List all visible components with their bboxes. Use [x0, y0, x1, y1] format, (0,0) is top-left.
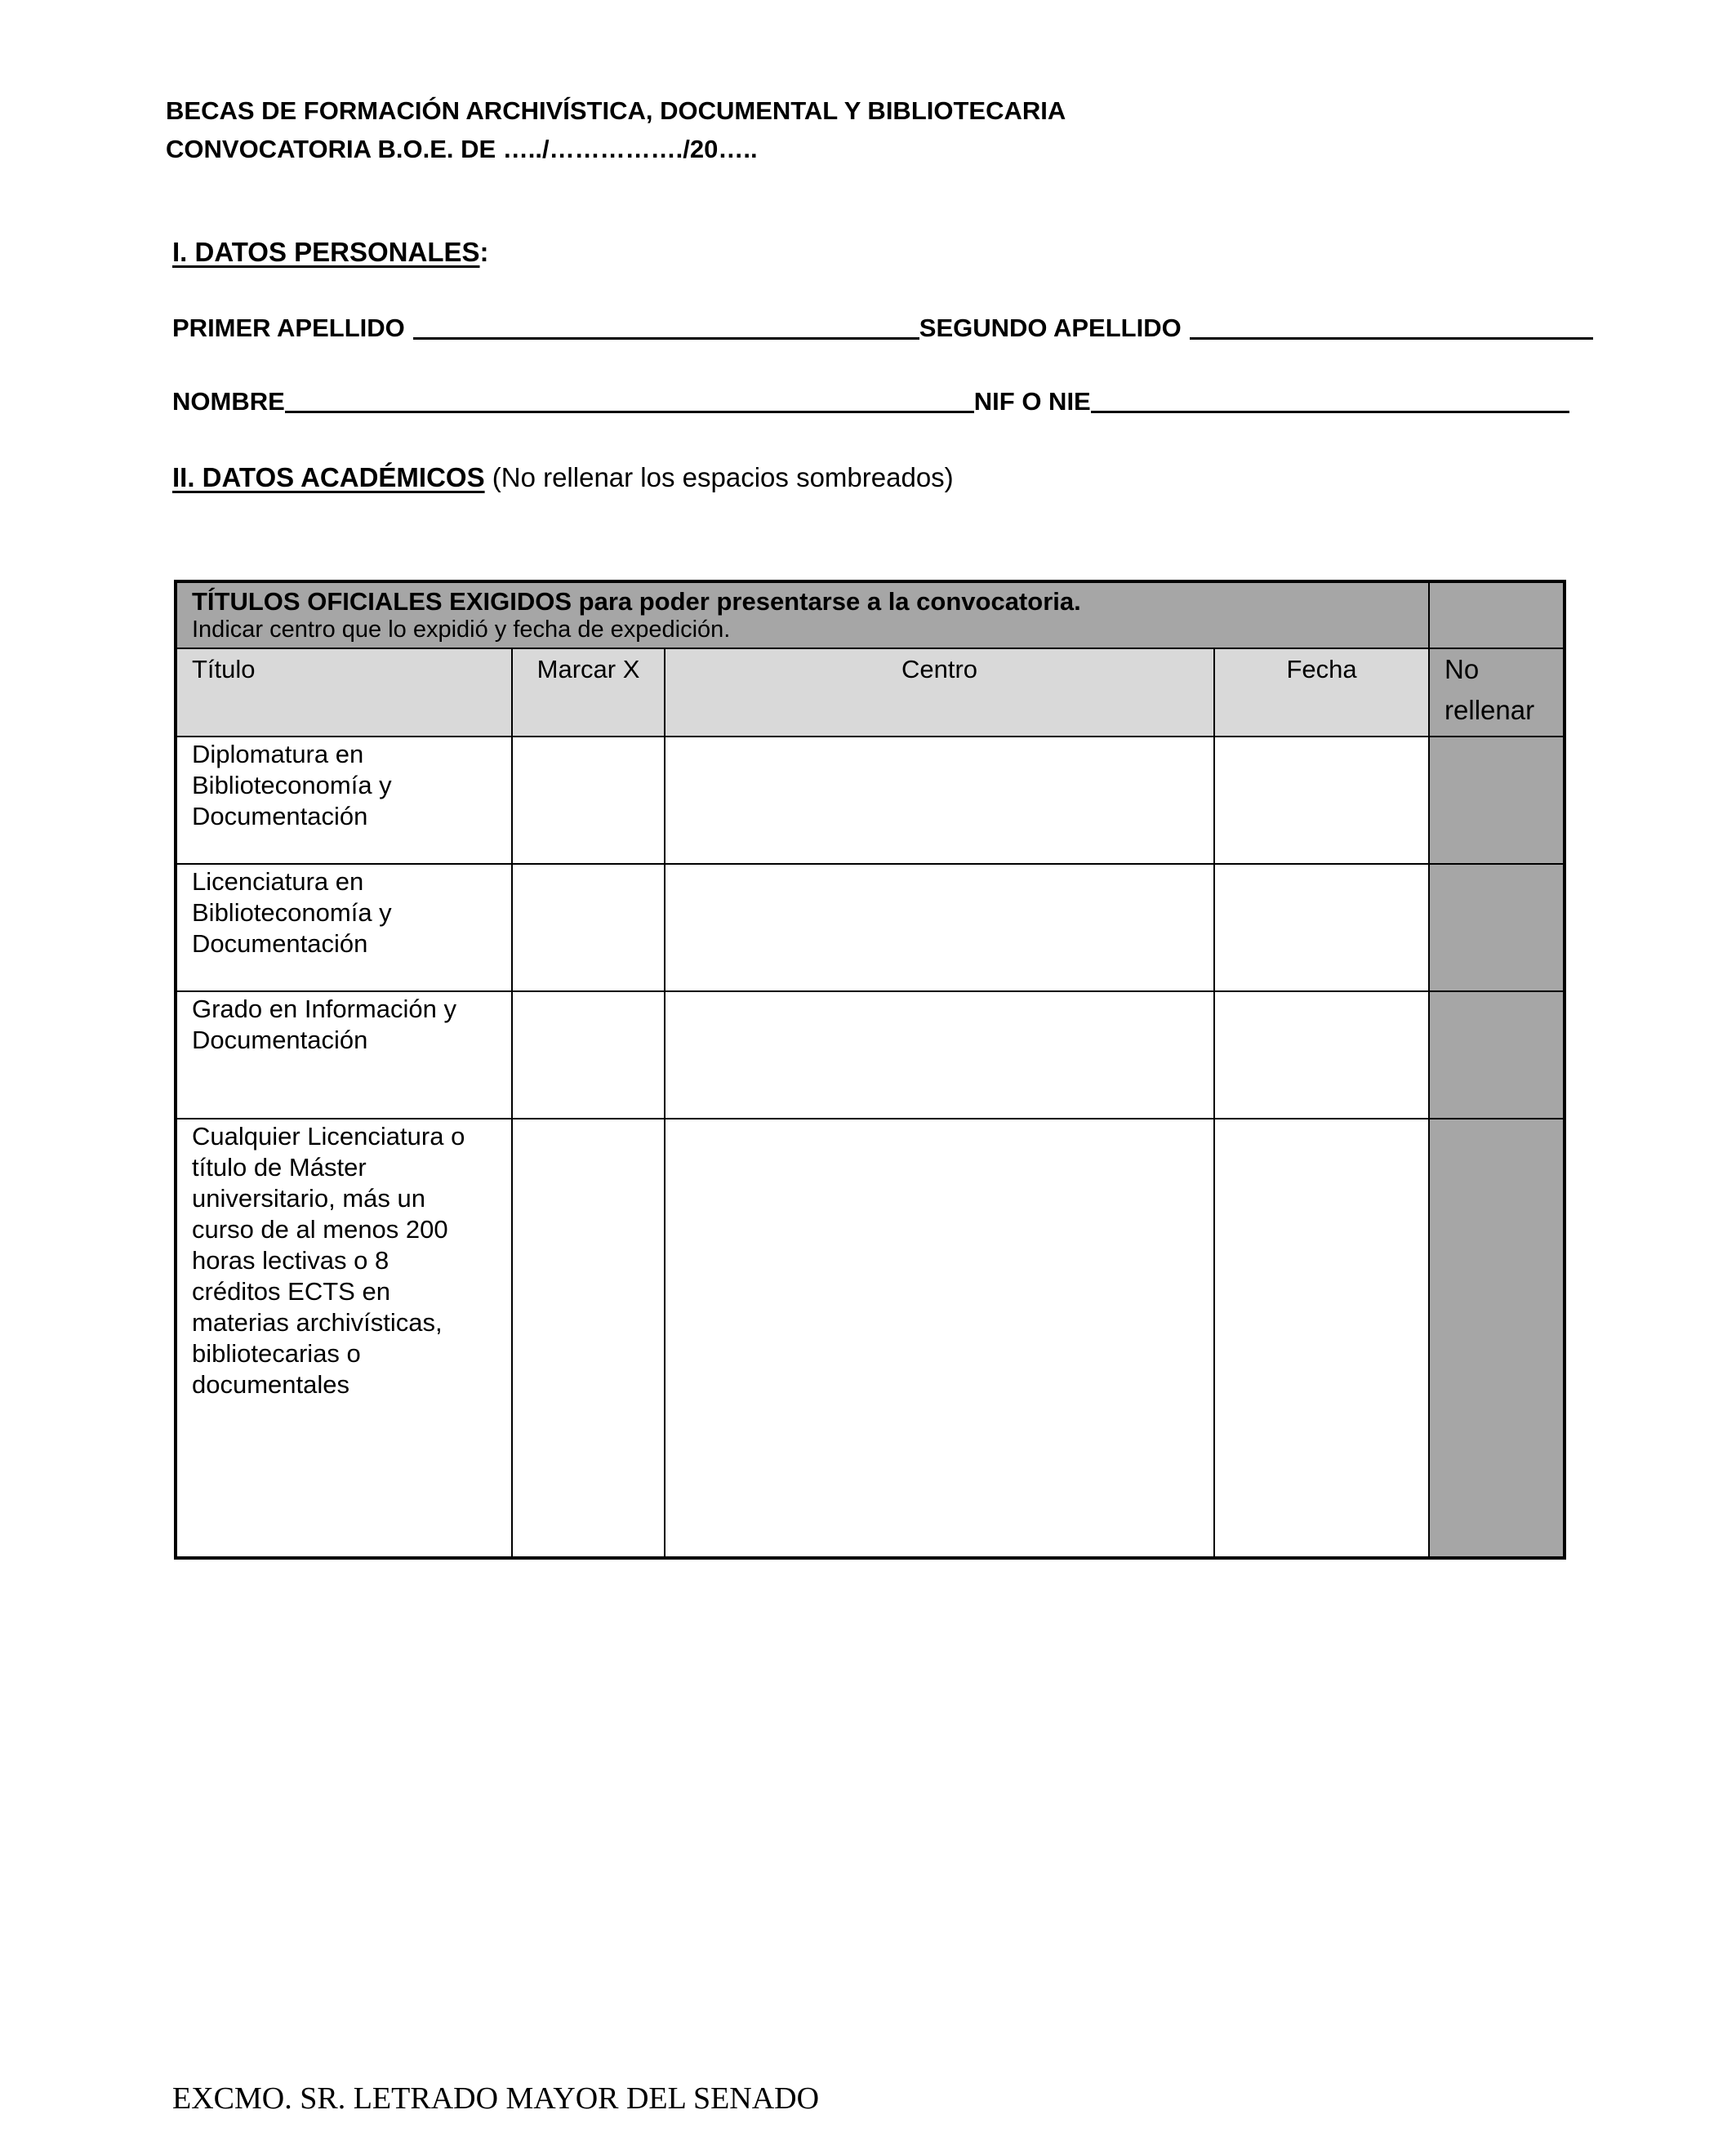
nombre-label: NOMBRE	[172, 387, 285, 416]
titulo-cell	[176, 737, 512, 864]
header-line-2: CONVOCATORIA B.O.E. DE …../……………./20…..	[166, 135, 758, 163]
col-header-marcar: Marcar X	[512, 648, 665, 737]
col-header-centro: Centro	[665, 648, 1214, 737]
titulo-line: curso de al menos 200	[192, 1215, 448, 1244]
titulo-line: créditos ECTS en	[192, 1277, 390, 1306]
col-header-titulo: Título	[176, 648, 512, 737]
marcar-cell[interactable]	[512, 991, 665, 1119]
table-heading-rest: para poder presentarse a la convocatoria.	[572, 587, 1081, 616]
titulo-line: Licenciatura en	[192, 867, 364, 896]
table-heading-row	[176, 581, 1565, 648]
header-line-1: BECAS DE FORMACIÓN ARCHIVÍSTICA, DOCUMENTAL Y BIBLIOTECARIA	[166, 96, 1066, 125]
primer-apellido-field[interactable]	[413, 319, 919, 340]
titulo-line: Diplomatura en	[192, 740, 364, 768]
titulo-line: documentales	[192, 1370, 350, 1399]
titulo-line: universitario, más un	[192, 1184, 426, 1213]
titulo-cell	[176, 1119, 512, 1558]
marcar-cell[interactable]	[512, 1119, 665, 1558]
titulo-line: título de Máster	[192, 1153, 367, 1182]
column-header-row	[176, 648, 1565, 737]
titulo-line: Biblioteconomía y	[192, 898, 392, 927]
section-personal-colon: :	[479, 237, 489, 267]
titulo-line: bibliotecarias o	[192, 1339, 361, 1368]
surnames-row	[172, 314, 1593, 343]
section-academic-note: (No rellenar los espacios sombreados)	[484, 462, 954, 492]
titulo-line: Cualquier Licenciatura o	[192, 1122, 465, 1151]
nombre-field[interactable]	[285, 393, 974, 413]
fecha-cell[interactable]	[1214, 1119, 1429, 1558]
col-header-fecha: Fecha	[1214, 648, 1429, 737]
table-heading-sub: Indicar centro que lo expidió y fecha de expedición.	[192, 616, 731, 643]
section-academic-title	[172, 462, 954, 493]
nif-field[interactable]	[1091, 393, 1569, 413]
centro-cell[interactable]	[665, 864, 1214, 991]
titulo-cell	[176, 991, 512, 1119]
titulo-line: Documentación	[192, 802, 368, 830]
titulo-line: Documentación	[192, 1026, 368, 1054]
shaded-heading-cell	[1429, 581, 1565, 648]
titulo-cell	[176, 864, 512, 991]
table-row	[176, 991, 1565, 1119]
footer-addressee: EXCMO. SR. LETRADO MAYOR DEL SENADO	[172, 2081, 820, 2116]
titulo-line: Biblioteconomía y	[192, 771, 392, 799]
shaded-cell	[1429, 737, 1565, 864]
shaded-cell	[1429, 1119, 1565, 1558]
segundo-apellido-field[interactable]	[1190, 319, 1593, 340]
titulo-line: Documentación	[192, 929, 368, 958]
table-heading-bold: TÍTULOS OFICIALES EXIGIDOS	[192, 587, 572, 616]
titulo-line: Grado en Información y	[192, 995, 456, 1023]
primer-apellido-label: PRIMER APELLIDO	[172, 314, 405, 342]
centro-cell[interactable]	[665, 1119, 1214, 1558]
marcar-cell[interactable]	[512, 737, 665, 864]
section-personal-title	[172, 237, 489, 268]
shaded-cell	[1429, 991, 1565, 1119]
section-academic-heading: II. DATOS ACADÉMICOS	[172, 462, 485, 492]
no-rellenar-line-1: No	[1444, 654, 1480, 684]
section-personal-heading: I. DATOS PERSONALES	[172, 237, 480, 267]
name-row	[172, 387, 1569, 416]
titulo-line: horas lectivas o 8	[192, 1246, 389, 1275]
document-header	[166, 91, 1066, 168]
col-header-no-rellenar	[1429, 648, 1565, 737]
table-row	[176, 1119, 1565, 1558]
fecha-cell[interactable]	[1214, 864, 1429, 991]
shaded-cell	[1429, 864, 1565, 991]
table-row	[176, 737, 1565, 864]
nif-label: NIF O NIE	[973, 387, 1091, 416]
fecha-cell[interactable]	[1214, 991, 1429, 1119]
titulo-line: materias archivísticas,	[192, 1308, 443, 1337]
segundo-apellido-label: SEGUNDO APELLIDO	[919, 314, 1182, 342]
table-heading	[176, 581, 1429, 648]
centro-cell[interactable]	[665, 737, 1214, 864]
titles-table	[174, 580, 1566, 1560]
marcar-cell[interactable]	[512, 864, 665, 991]
table-row	[176, 864, 1565, 991]
fecha-cell[interactable]	[1214, 737, 1429, 864]
no-rellenar-line-2: rellenar	[1444, 695, 1535, 725]
centro-cell[interactable]	[665, 991, 1214, 1119]
